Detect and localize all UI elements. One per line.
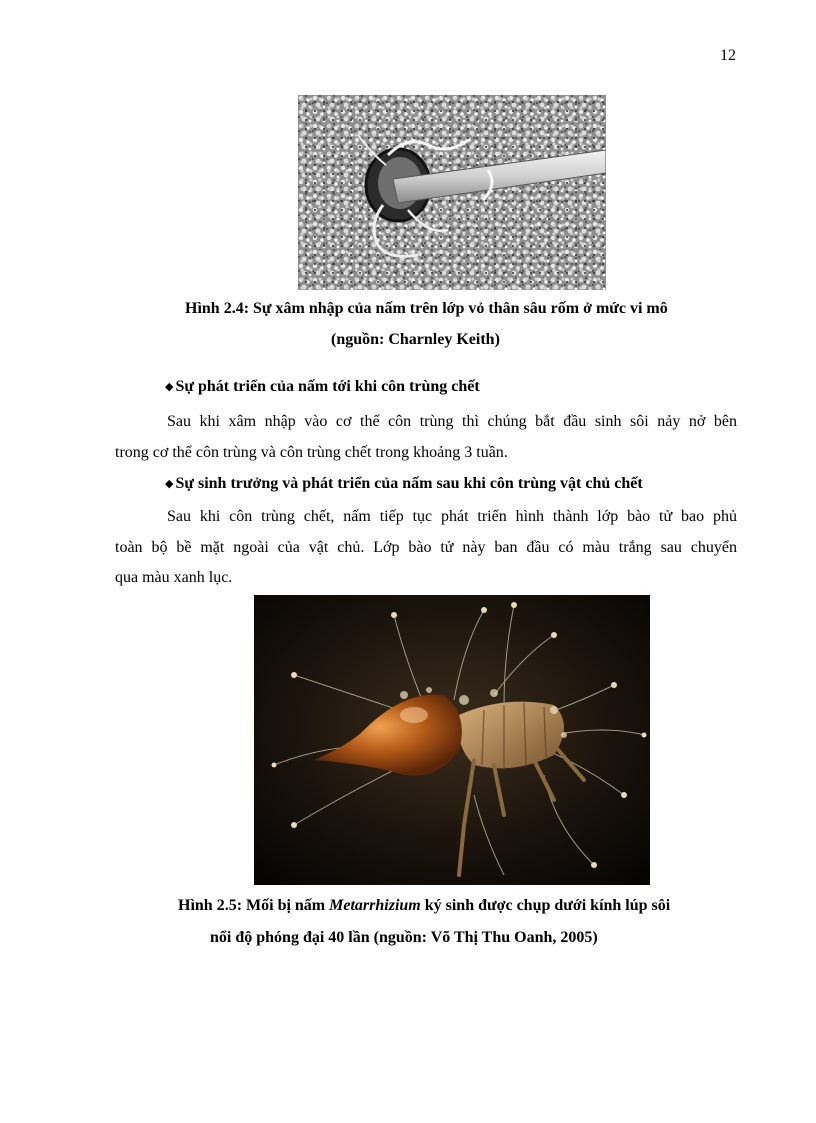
paragraph-line: trong cơ thể côn trùng và côn trùng chết trong khoảng 3 tuần.	[115, 444, 508, 461]
figure-caption-2-4-line1: Hình 2.4: Sự xâm nhập của nấm trên lớp vỏ thân sâu rốm ở mức vi mô	[185, 300, 668, 317]
caption-text: ký sinh được chụp dưới kính lúp sôi	[420, 897, 671, 914]
section-heading-fungus-development	[165, 378, 480, 396]
paragraph-line: Sau khi côn trùng chết, nấm tiếp tục phát triển hình thành lớp bào tử bao phủ	[167, 508, 737, 525]
section-heading-text: Sự phát triển của nấm tới khi côn trùng chết	[175, 378, 480, 395]
section-heading-fungus-growth	[165, 475, 643, 493]
termite-photo-image	[254, 595, 650, 885]
figure-caption-2-4-line2: (nguồn: Charnley Keith)	[331, 331, 500, 348]
figure-caption-2-5-line2: nổi độ phóng đại 40 lần (nguồn: Võ Thị Thu Oanh, 2005)	[210, 929, 598, 946]
species-name: Metarrhizium	[329, 897, 421, 914]
section-heading-text: Sự sinh trưởng và phát triển của nấm sau khi côn trùng vật chủ chết	[175, 475, 643, 492]
paragraph-line: toàn bộ bề mặt ngoài của vật chủ. Lớp bào tử này ban đầu có màu trắng sau chuyển	[115, 539, 737, 556]
sem-micrograph-image	[298, 95, 606, 290]
paragraph-line: Sau khi xâm nhập vào cơ thể côn trùng thì chúng bắt đầu sinh sôi nảy nở bên	[167, 413, 737, 430]
page-number: 12	[720, 47, 736, 64]
caption-text: Hình 2.5: Mối bị nấm	[178, 897, 330, 914]
figure-caption-2-5-line1	[178, 897, 670, 915]
diamond-bullet-icon: ◆	[165, 478, 174, 490]
paragraph-line: qua màu xanh lục.	[115, 569, 233, 586]
diamond-bullet-icon: ◆	[165, 381, 174, 393]
